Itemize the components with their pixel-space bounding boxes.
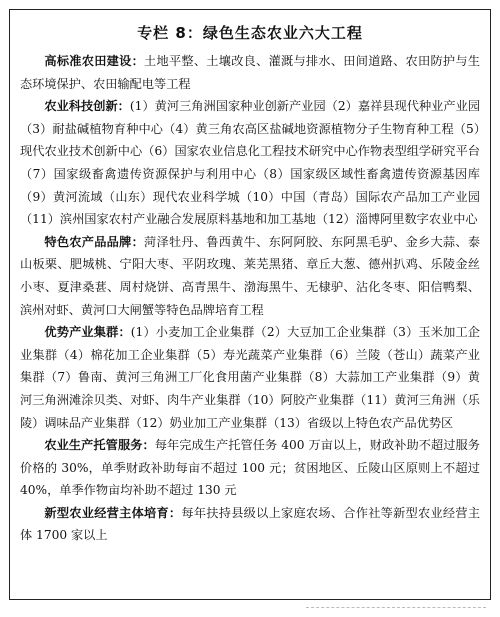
section-head: 农业科技创新： (44, 99, 130, 114)
footer-dashed-rule (306, 607, 486, 608)
section-head: 农业生产托管服务： (44, 438, 155, 453)
section-text: 土地平整、土壤改良、灌溉与排水、田间道路、农田防护与生态环境保护、农田输配电等工程 (20, 54, 481, 91)
column-title: 专栏 8：绿色生态农业六大工程 (137, 24, 363, 42)
section-farmland (20, 50, 480, 95)
column-box (9, 9, 491, 600)
section-tech-innovation (20, 95, 480, 231)
section-brands (20, 231, 480, 321)
section-new-entities (20, 502, 480, 547)
section-industry-clusters (20, 321, 480, 434)
section-text: 每年扶持县级以上家庭农场、合作社等新型农业经营主体 1700 家以上 (20, 505, 481, 543)
section-text: 每年完成生产托管任务 400 万亩以上，财政补助不超过服务价格的 30%，单季财政补助每亩不超过 100 元；贫困地区、丘陵山区原则上不超过 40%，单季作物亩均补助不超过 130 元 (20, 438, 480, 498)
section-text: 菏泽牡丹、鲁西黄牛、东阿阿胶、东阿黑毛驴、金乡大蒜、泰山板栗、肥城桃、宁阳大枣、平阴玫瑰、莱芜黑猪、章丘大葱、德州扒鸡、乐陵金丝小枣、夏津桑葚、周村烧饼、高青黑牛、渤海黑牛、无棣驴、沾化冬枣、阳信鸭梨、滨州对虾、黄河口大闸蟹等特色品牌培育工程 (20, 234, 481, 317)
section-hosting-service (20, 434, 480, 502)
section-head: 高标准农田建设： (44, 54, 145, 68)
section-head: 优势产业集群： (44, 325, 131, 340)
section-head: 新型农业经营主体培育： (44, 505, 182, 520)
section-text: (1）黄河三角洲国家种业创新产业园（2）嘉祥县现代种业产业园（3）耐盐碱植物育种中心（4）黄三角农高区盐碱地资源植物分子生物育种工程（5）现代农业技术创新中心（6）国家农业信息化工程技术研究中心作物表型组学研究平台（7）国家级畜禽遗传资源保护与利用中心（8）国家级区域性畜禽遗传资源基因库（9）黄河流域（山东）现代农业科学城（10）中国（青岛）国际农产品加工产业园（11）滨州国家农村产业融合发展原料基地和加工基地（12）淄博阿里数字农业中心 (20, 99, 481, 227)
section-text: (1）小麦加工企业集群（2）大豆加工企业集群（3）玉米加工企业集群（4）棉花加工企业集群（5）寿光蔬菜产业集群（6）兰陵（苍山）蔬菜产业集群（7）鲁南、黄河三角洲工厂化食用菌产业集群（8）大蒜加工产业集群（9）黄河三角洲滩涂贝类、对虾、肉牛产业集群（10）阿胶产业集群（11）黄河三角洲（乐陵）调味品产业集群（12）奶业加工产业集群（13）省级以上特色农产品优势区 (20, 325, 480, 430)
section-head: 特色农产品品牌： (44, 234, 145, 249)
